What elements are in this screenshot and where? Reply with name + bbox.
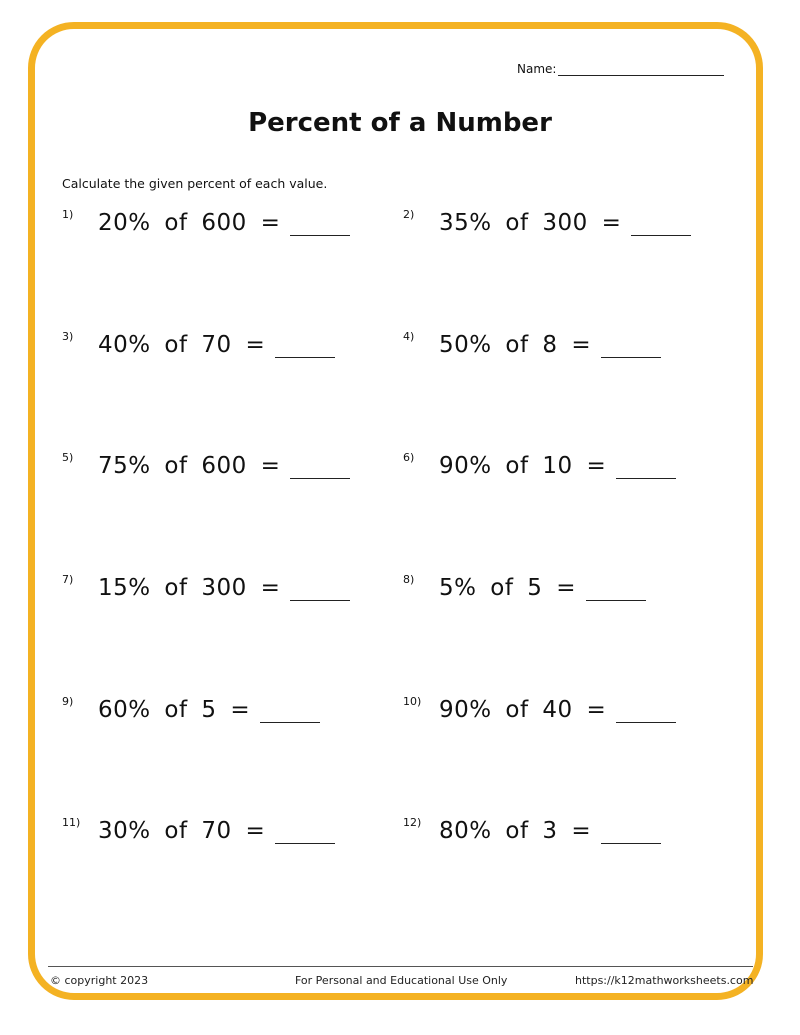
problem-expression: 80% of 3 =: [439, 818, 592, 844]
name-field[interactable]: [517, 62, 724, 76]
problem-number: 5): [62, 451, 74, 464]
problem-number: 9): [62, 695, 74, 708]
problem-number: 10): [403, 695, 422, 708]
problem-expression: 40% of 70 =: [98, 332, 266, 358]
footer-copyright: © copyright 2023: [50, 974, 149, 987]
name-label: Name:: [517, 62, 557, 76]
answer-blank[interactable]: [275, 843, 335, 844]
answer-blank[interactable]: [275, 357, 335, 358]
problem-number: 11): [62, 816, 81, 829]
problem-expression: 90% of 10 =: [439, 453, 607, 479]
problem-number: 8): [403, 573, 415, 586]
problem-6: [403, 453, 676, 479]
answer-blank[interactable]: [586, 600, 646, 601]
answer-blank[interactable]: [290, 235, 350, 236]
problem-number: 4): [403, 330, 415, 343]
answer-blank[interactable]: [260, 722, 320, 723]
name-blank-line[interactable]: [558, 63, 724, 76]
problem-11: [62, 818, 335, 844]
worksheet-border: [28, 22, 763, 1000]
problem-number: 2): [403, 208, 415, 221]
problem-7: [62, 575, 350, 601]
problem-expression: 90% of 40 =: [439, 697, 607, 723]
answer-blank[interactable]: [601, 357, 661, 358]
footer-usage: For Personal and Educational Use Only: [295, 974, 508, 987]
problem-4: [403, 332, 661, 358]
page-title: Percent of a Number: [248, 108, 552, 138]
footer-website-link[interactable]: https://k12mathworksheets.com: [575, 974, 754, 987]
answer-blank[interactable]: [290, 478, 350, 479]
problem-expression: 5% of 5 =: [439, 575, 576, 601]
problem-3: [62, 332, 335, 358]
answer-blank[interactable]: [616, 722, 676, 723]
problem-10: [403, 697, 676, 723]
problem-expression: 20% of 600 =: [98, 210, 281, 236]
answer-blank[interactable]: [616, 478, 676, 479]
problem-expression: 15% of 300 =: [98, 575, 281, 601]
problem-2: [403, 210, 691, 236]
instructions: Calculate the given percent of each value.: [62, 176, 328, 191]
problem-number: 3): [62, 330, 74, 343]
problem-expression: 30% of 70 =: [98, 818, 266, 844]
problem-expression: 50% of 8 =: [439, 332, 592, 358]
problem-expression: 75% of 600 =: [98, 453, 281, 479]
problem-5: [62, 453, 350, 479]
problem-1: [62, 210, 350, 236]
problem-9: [62, 697, 320, 723]
answer-blank[interactable]: [631, 235, 691, 236]
problem-expression: 35% of 300 =: [439, 210, 622, 236]
problem-number: 12): [403, 816, 422, 829]
problem-number: 1): [62, 208, 74, 221]
problem-number: 7): [62, 573, 74, 586]
problem-8: [403, 575, 646, 601]
footer-divider: [48, 966, 753, 967]
answer-blank[interactable]: [601, 843, 661, 844]
answer-blank[interactable]: [290, 600, 350, 601]
problem-number: 6): [403, 451, 415, 464]
problem-12: [403, 818, 661, 844]
problem-expression: 60% of 5 =: [98, 697, 251, 723]
